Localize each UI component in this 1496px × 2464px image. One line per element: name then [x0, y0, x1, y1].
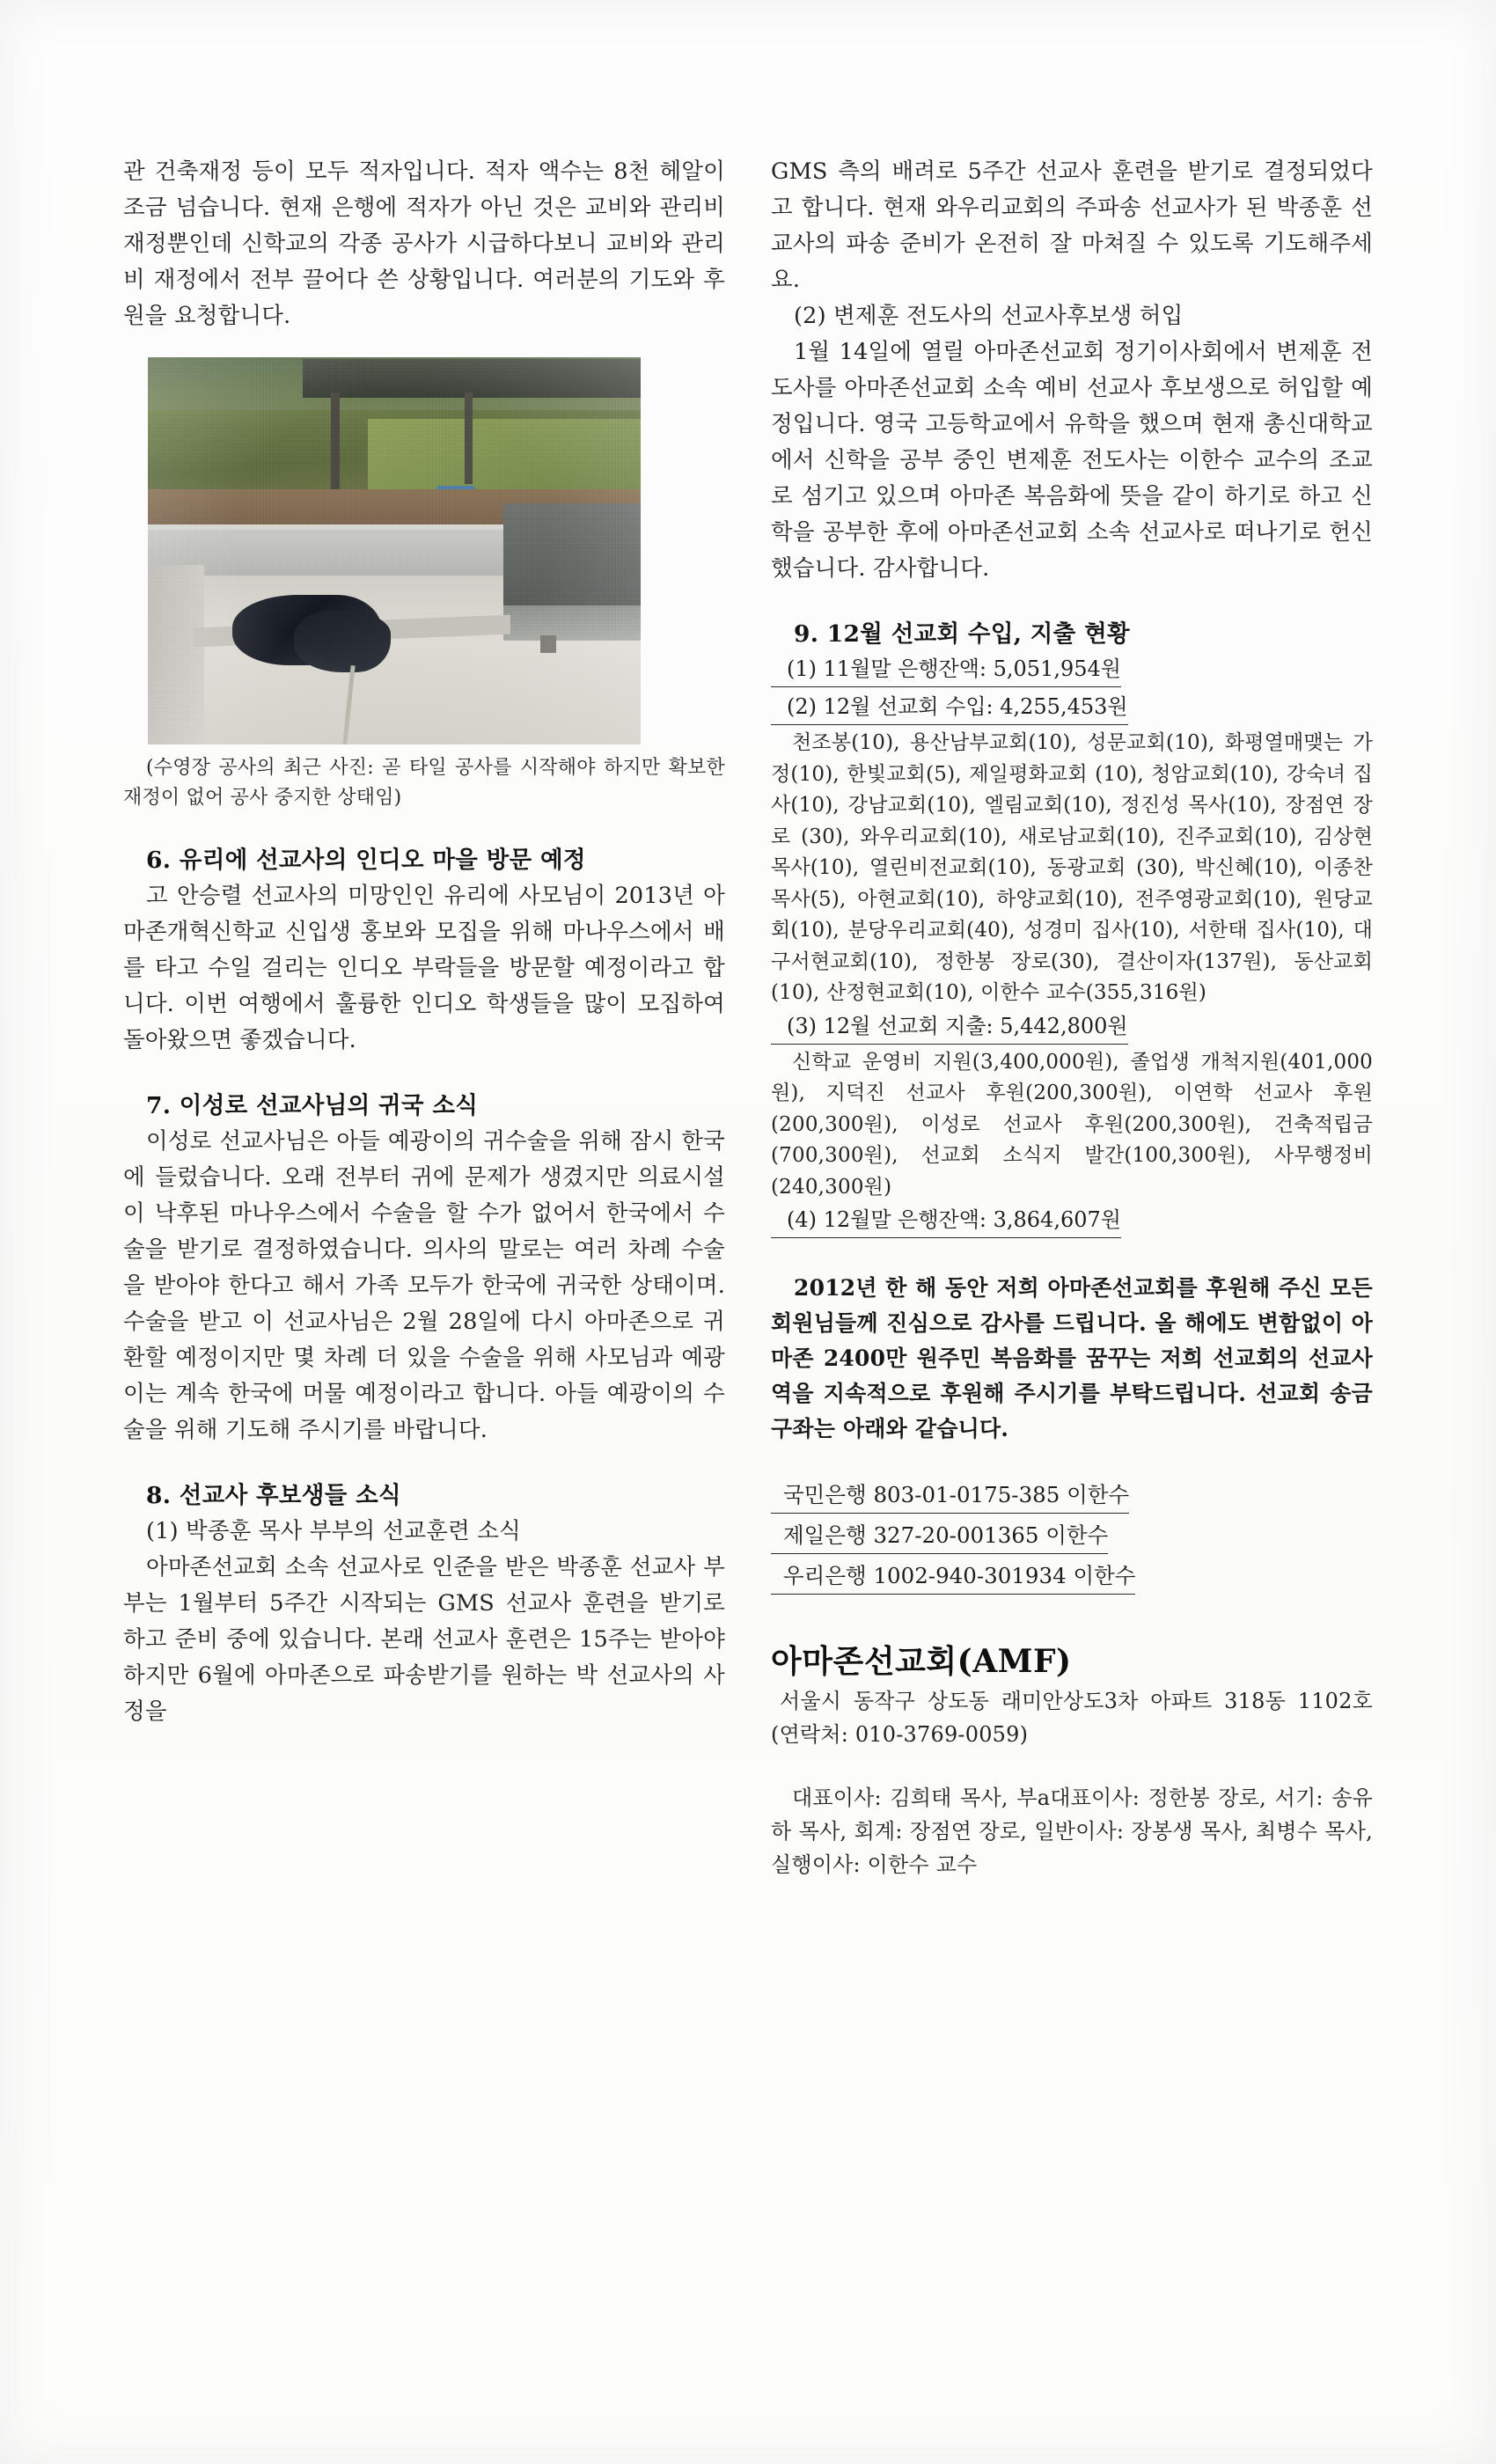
- thanks-paragraph: 2012년 한 해 동안 저희 아마존선교회를 후원해 주신 모든 회원님들께 진심으로 감사를 드립니다. 올 해에도 변함없이 아마존 2400만 원주민 복음화를 꿈꾸는 저희 선교회의 선교사역을 지속적으로 후원해 주시기를 부탁드립니다. 선교회 송금 구좌는 아래와 같습니다.: [771, 1275, 1373, 1441]
- right-column: [771, 154, 1373, 1881]
- finance-income-detail: 천조봉(10), 용산남부교회(10), 성문교회(10), 화평열매맺는 가정(10), 한빛교회(5), 제일평화교회 (10), 청암교회(10), 강숙녀 집사(10), 강남교회(10), 엘림교회(10), 정진성 목사(10), 장점연 장로 (30), 와우리교회(10), 새로남교회(10), 진주교회(10), 김상현 목사(10), 열린비전교회(10), 동광교회 (30), 박신혜(10), 이종찬 목사(5), 아현교회(10), 하양교회(10), 전주영광교회(10), 원당교회(10), 분당우리교회(40), 성경미 집사(10), 서한태 집사(10), 대구서현교회(10), 정한봉 장로(30), 결산이자(137원), 동산교회(10), 산정현교회(10), 이한수 교수(355,316원): [771, 731, 1373, 1004]
- finance-line-expense-total: (3) 12월 선교회 지출: 5,442,800원: [771, 1009, 1128, 1045]
- left-column: [123, 154, 725, 1881]
- bank-account-jeil: 제일은행 327-20-001365 이한수: [771, 1517, 1108, 1554]
- photo-scan-fade: [148, 357, 641, 744]
- section-8-continued: GMS 측의 배려로 5주간 선교사 훈련을 받기로 결정되었다고 합니다. 현재 와우리교회의 주파송 선교사가 된 박종훈 선교사의 파송 준비가 온전히 잘 마쳐질 수 있도록 기도해주세요.: [771, 158, 1373, 293]
- section-8-sub1-heading: (1) 박종훈 목사 부부의 선교훈련 소식: [146, 1518, 521, 1544]
- organization-officers: 대표이사: 김희태 목사, 부a대표이사: 정한봉 장로, 서기: 송유하 목사, 회계: 장점연 장로, 일반이사: 장봉생 목사, 최병수 목사, 실행이사: 이한수 교수: [771, 1786, 1373, 1877]
- finance-expense-detail: 신학교 운영비 지원(3,400,000원), 졸업생 개척지원(401,000원), 지덕진 선교사 후원(200,300원), 이연학 선교사 후원(200,300원), 이성로 선교사 후원(200,300원), 건축적립금(700,300원), 선교회 소식지 발간(100,300원), 사무행정비(240,300원): [771, 1050, 1373, 1199]
- pool-construction-photo: [148, 357, 641, 744]
- bank-account-kookmin: 국민은행 803-01-0175-385 이한수: [771, 1477, 1129, 1514]
- section-8-sub2-heading: (2) 변제훈 전도사의 선교사후보생 허입: [794, 303, 1184, 329]
- section-8-sub2-body: 1월 14일에 열릴 아마존선교회 정기이사회에서 변제훈 전도사를 아마존선교회 소속 예비 선교사 후보생으로 허입할 예정입니다. 영국 고등학교에서 유학을 했으며 현재 총신대학교에서 신학을 공부 중인 변제훈 전도사는 이한수 교수의 조교로 섬기고 있으며 아마존 복음화에 뜻을 같이 하기로 하고 신학을 공부한 후에 아마존선교회 소속 선교사로 떠나기로 헌신했습니다. 감사합니다.: [771, 339, 1373, 582]
- section-heading-8: 8. 선교사 후보생들 소식: [146, 1482, 401, 1509]
- organization-title: 아마존선교회(AMF): [771, 1643, 1072, 1680]
- section-6-body: 고 안승렬 선교사의 미망인인 유리에 사모님이 2013년 아마존개혁신학교 신입생 홍보와 모집을 위해 마나우스에서 배를 타고 수일 걸리는 인디오 부락들을 방문할 예정이라고 합니다. 이번 여행에서 훌륭한 인디오 학생들을 많이 모집하여 돌아왔으면 좋겠습니다.: [123, 883, 725, 1053]
- photo-caption: (수영장 공사의 최근 사진: 곧 타일 공사를 시작해야 하지만 확보한 재정이 없어 공사 중지한 상태임): [123, 757, 725, 809]
- section-8-sub1-body: 아마존선교회 소속 선교사로 인준을 받은 박종훈 선교사 부부는 1월부터 5주간 시작되는 GMS 선교사 훈련을 받기로 하고 준비 중에 있습니다. 본래 선교사 훈련은 15주는 받아야 하지만 6월에 아마존으로 파송받기를 원하는 박 선교사의 사정을: [123, 1554, 725, 1725]
- bank-account-woori: 우리은행 1002-940-301934 이한수: [771, 1558, 1135, 1595]
- section-heading-9: 9. 12월 선교회 수입, 지출 현황: [794, 620, 1130, 648]
- finance-line-income-total: (2) 12월 선교회 수입: 4,255,453원: [771, 690, 1128, 725]
- finance-line-opening-balance: (1) 11월말 은행잔액: 5,051,954원: [771, 652, 1121, 687]
- finance-line-closing-balance: (4) 12월말 은행잔액: 3,864,607원: [771, 1203, 1121, 1238]
- section-heading-6: 6. 유리에 선교사의 인디오 마을 방문 예정: [146, 847, 586, 874]
- two-column-layout: [123, 154, 1373, 1881]
- section-7-body: 이성로 선교사님은 아들 예광이의 귀수술을 위해 잠시 한국에 들렀습니다. 오래 전부터 귀에 문제가 생겼지만 의료시설이 낙후된 마나우스에서 수술을 할 수가 없어서 한국에서 수술을 받기로 결정하였습니다. 의사의 말로는 여러 차례 수술을 받아야 한다고 해서 가족 모두가 한국에 귀국한 상태이며. 수술을 받고 이 선교사님은 2월 28일에 다시 아마존으로 귀환할 예정이지만 몇 차례 더 있을 수술을 위해 사모님과 예광이는 계속 한국에 머물 예정이라고 합니다. 아들 예광이의 수술을 위해 기도해 주시기를 바랍니다.: [123, 1128, 725, 1443]
- paragraph-finance-intro: 관 건축재정 등이 모두 적자입니다. 적자 액수는 8천 헤알이 조금 넘습니다. 현재 은행에 적자가 아닌 것은 교비와 관리비 재정뿐인데 신학교의 각종 공사가 시급하다보니 교비와 관리비 재정에서 전부 끌어다 쓴 상황입니다. 여러분의 기도와 후원을 요청합니다.: [123, 158, 725, 329]
- section-heading-7: 7. 이성로 선교사님의 귀국 소식: [146, 1092, 479, 1119]
- organization-address: 서울시 동작구 상도동 래미안상도3차 아파트 318동 1102호 (연락처: 010-3769-0059): [771, 1689, 1373, 1747]
